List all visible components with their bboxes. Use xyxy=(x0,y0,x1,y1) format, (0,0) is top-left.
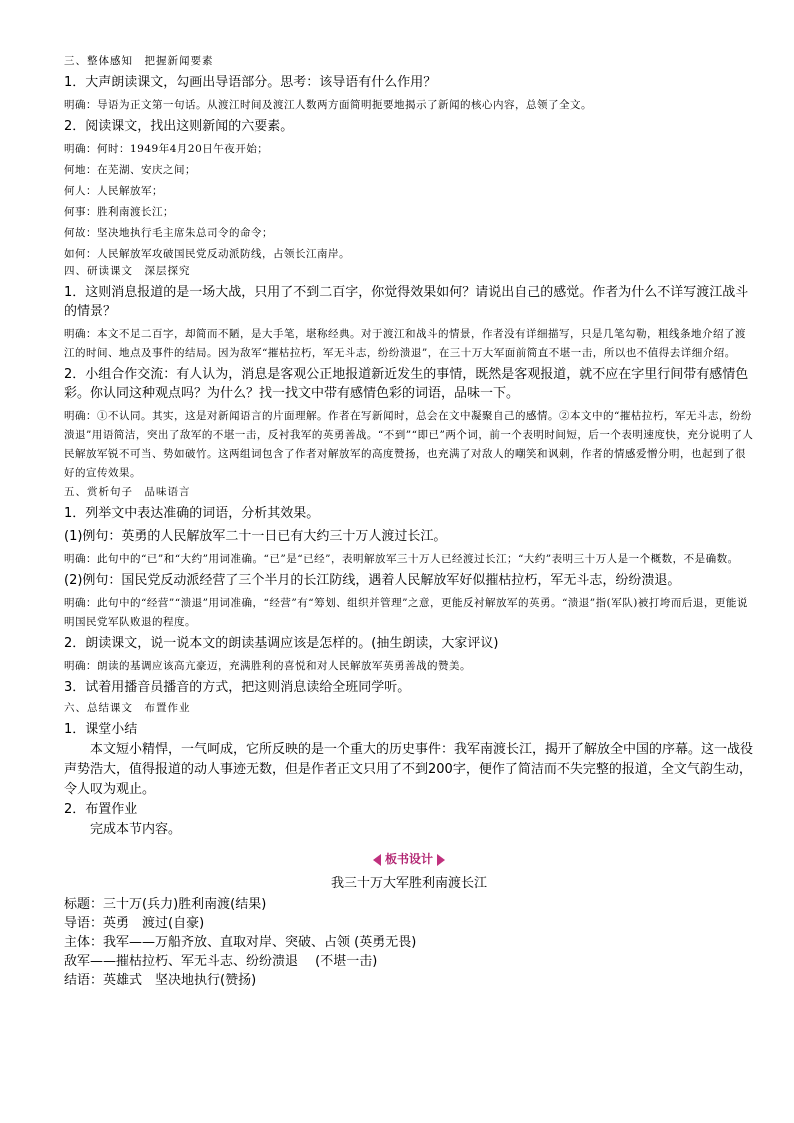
question: 2．阅读课文，找出这则新闻的六要素。 xyxy=(64,119,294,134)
question: 2．小组合作交流：有人认为，消息是客观公正地报道新近发生的事情，既然是客观报道，就不应在字里行间带有感情色彩。你认同这种观点吗？为什么？找一找文中带有感情色彩的词语，品味一下。 xyxy=(64,367,749,401)
question: 1．这则消息报道的是一场大战，只用了不到二百字，你觉得效果如何？请说出自己的感觉。作者为什么不详写渡江战斗的情景？ xyxy=(64,285,749,319)
question: 3．试着用播音员播音的方式，把这则消息读给全班同学听。 xyxy=(64,680,411,695)
board-line: 主体：我军——万船齐放、直取对岸、突破、占领 (英勇无畏) xyxy=(64,935,417,950)
answer-line: 如何：人民解放军攻破国民党反动派防线，占领长江南岸。 xyxy=(64,248,350,260)
section-heading: 六、总结课文 布置作业 xyxy=(64,702,191,714)
homework-text: 完成本节内容。 xyxy=(90,822,182,837)
section-heading: 五、赏析句子 品味语言 xyxy=(64,486,191,498)
question: 1．列举文中表达准确的词语，分析其效果。 xyxy=(64,506,320,521)
board-line: 标题：三十万(兵力)胜利南渡(结果) xyxy=(64,897,267,912)
subheading: 1．课堂小结 xyxy=(64,722,138,737)
answer: 明确：朗读的基调应该高亢豪迈，充满胜利的喜悦和对人民解放军英勇善战的赞美。 xyxy=(64,660,471,672)
example-sentence: (2)例句：国民党反动派经营了三个半月的长江防线，遇着人民解放军好似摧枯拉朽，军无斗志，纷纷溃退。 xyxy=(64,573,681,588)
question: 1．大声朗读课文，勾画出导语部分。思考：该导语有什么作用？ xyxy=(64,75,437,90)
board-heading: 我三十万大军胜利南渡长江 xyxy=(330,876,487,891)
answer-line: 何事：胜利南渡长江； xyxy=(64,206,174,218)
summary-paragraph: 本文短小精悍，一气呵成，它所反映的是一个重大的历史事件：我军南渡长江，揭开了解放全中国的序幕。这一战役声势浩大，值得报道的动人事迹无数，但是作者正文只用了不到200字，便作了简洁而不失完整的报道，全文气韵生动，令人叹为观止。 xyxy=(64,742,754,797)
document-page xyxy=(64,54,754,990)
answer-line: 明确：何时：1949年4月20日午夜开始； xyxy=(64,143,269,155)
board-line: 敌军——摧枯拉朽、军无斗志、纷纷溃退 (不堪一击) xyxy=(64,954,378,969)
example-sentence: (1)例句：英勇的人民解放军二十一日已有大约三十万人渡过长江。 xyxy=(64,529,447,544)
question: 2．朗读课文，说一说本文的朗读基调应该是怎样的。(抽生朗读，大家评议) xyxy=(64,636,499,651)
answer: 明确：此句中的“已”和“大约”用词准确。“已”是“已经”，表明解放军三十万人已经渡过长江；“大约”表明三十万人是一个概数，不是确数。 xyxy=(64,553,739,565)
section-heading: 四、研读课文 深层探究 xyxy=(64,265,191,277)
answer: 明确：此句中的“经营”“溃退”用词准确，“经营”有“筹划、组织并管理”之意，更能反衬解放军的英勇。“溃退”指(军队)被打垮而后退，更能说明国民党军队败退的程度。 xyxy=(64,597,748,628)
section-heading: 三、整体感知 把握新闻要素 xyxy=(64,55,214,67)
board-design-banner xyxy=(64,848,754,868)
board-line: 结语：英雄式 坚决地执行(赞扬) xyxy=(64,973,257,988)
answer: 明确：本文不足二百字，却简而不陋，是大手笔，堪称经典。对于渡江和战斗的情景，作者没有详细描写，只是几笔勾勒，粗线条地介绍了渡江的时间、地点及事件的结局。因为敌军“摧枯拉朽，军无斗志，纷纷溃退”，在三十万大军面前简直不堪一击，所以也不值得去详细介绍。 xyxy=(64,328,746,359)
answer: 明确：①不认同。其实，这是对新闻语言的片面理解。作者在写新闻时，总会在文中凝聚自己的感情。②本文中的“摧枯拉朽，军无斗志，纷纷溃退”用语简洁，突出了敌军的不堪一击，反衬我军的英勇善战。“不到”“即已”两个词，前一个表明时间短，后一个表明速度快，充分说明了人民解放军锐不可当、势如破竹。这两组词包含了作者对解放军的高度赞扬，也充满了对敌人的嘲笑和讽刺，作者的情感爱憎分明，也起到了很好的宣传效果。 xyxy=(64,410,754,479)
answer: 明确：导语为正文第一句话。从渡江时间及渡江人数两方面简明扼要地揭示了新闻的核心内容，总领了全文。 xyxy=(64,99,592,111)
subheading: 2．布置作业 xyxy=(64,802,138,817)
answer-line: 何人：人民解放军； xyxy=(64,185,163,197)
answer-line: 何故：坚决地执行毛主席朱总司令的命令； xyxy=(64,227,273,239)
answer-line: 何地：在芜湖、安庆之间； xyxy=(64,164,196,176)
board-line: 导语：英勇 渡过(自豪) xyxy=(64,916,205,931)
board-design-badge: 板书设计 xyxy=(363,849,455,868)
